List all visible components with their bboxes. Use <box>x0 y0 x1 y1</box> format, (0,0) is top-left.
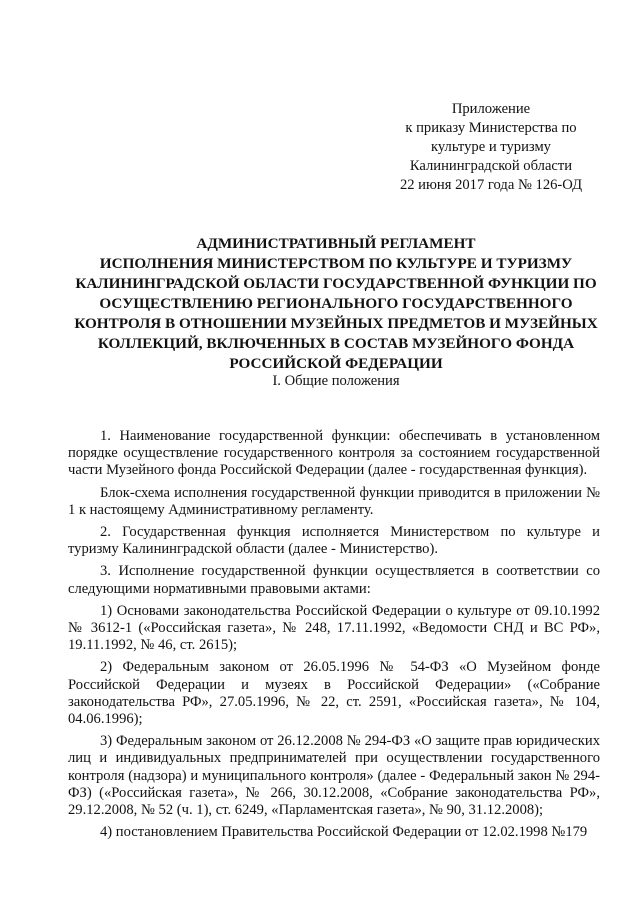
paragraph: 2) Федеральным законом от 26.05.1996 № 54-ФЗ «О Музейном фонде Российской Федерации и музеях в Российской Федерации» («Собрание законодательства РФ», 27.05.1996, № 22, ст. 2591, «Российская газета», № 104, 04.06.1996); <box>68 659 600 728</box>
title-line: КАЛИНИНГРАДСКОЙ ОБЛАСТИ ГОСУДАРСТВЕННОЙ ФУНКЦИИ ПО <box>75 275 597 292</box>
paragraph: 4) постановлением Правительства Российской Федерации от 12.02.1998 №179 <box>100 824 588 841</box>
paragraph: 3. Исполнение государственной функции осуществляется в соответствии со следующими нормативными правовыми актами: <box>68 563 600 597</box>
paragraph: 1) Основами законодательства Российской Федерации о культуре от 09.10.1992 № 3612-1 («Российская газета», № 248, 17.11.1992, «Ведомости СНД и ВС РФ», 19.11.1992, № 46, ст. 2615); <box>68 602 600 654</box>
paragraph: 1. Наименование государственной функции: обеспечивать в установленном порядке осуществление государственного контроля за состоянием государственной части Музейного фонда Российской Федерации (далее - государственная функция). <box>68 428 600 479</box>
annex-line: к приказу Министерства по <box>405 120 577 136</box>
paragraph: 2. Государственная функция исполняется Министерством по культуре и туризму Калининградской области (далее - Министерство). <box>68 524 600 558</box>
annex-line: культуре и туризму <box>431 139 551 155</box>
paragraph: 3) Федеральным законом от 26.12.2008 № 294-ФЗ «О защите прав юридических лиц и индивидуальных предпринимателей при осуществлении государственного контроля (надзора) и муниципального контроля» (далее - Федеральный закон № 294-ФЗ) («Российская газета», № 266, 30.12.2008, «Собрание законодательства РФ», 29.12.2008, № 52 (ч. 1), ст. 6249, «Парламентская газета», № 90, 31.12.2008); <box>68 733 600 819</box>
document-body <box>68 428 600 846</box>
paragraph: Блок-схема исполнения государственной функции приводится в приложении № 1 к настоящему Административному регламенту. <box>68 484 600 518</box>
title-line: РОССИЙСКОЙ ФЕДЕРАЦИИ <box>229 355 443 372</box>
document-title <box>60 234 612 374</box>
annex-line: 22 июня 2017 года № 126-ОД <box>399 177 583 193</box>
annex-line: Приложение <box>451 101 531 117</box>
section-heading: I. Общие положения <box>272 373 400 389</box>
title-line: КОЛЛЕКЦИЙ, ВКЛЮЧЕННЫХ В СОСТАВ МУЗЕЙНОГО ФОНДА <box>97 335 575 352</box>
title-line: КОНТРОЛЯ В ОТНОШЕНИИ МУЗЕЙНЫХ ПРЕДМЕТОВ И МУЗЕЙНЫХ <box>74 315 598 332</box>
title-line: АДМИНИСТРАТИВНЫЙ РЕГЛАМЕНТ <box>196 235 476 252</box>
annex-line: Калининградской области <box>409 158 573 174</box>
title-line: ОСУЩЕСТВЛЕНИЮ РЕГИОНАЛЬНОГО ГОСУДАРСТВЕННОГО <box>99 295 573 312</box>
title-line: ИСПОЛНЕНИЯ МИНИСТЕРСТВОМ ПО КУЛЬТУРЕ И ТУРИЗМУ <box>99 255 573 272</box>
annex-block <box>370 100 612 195</box>
